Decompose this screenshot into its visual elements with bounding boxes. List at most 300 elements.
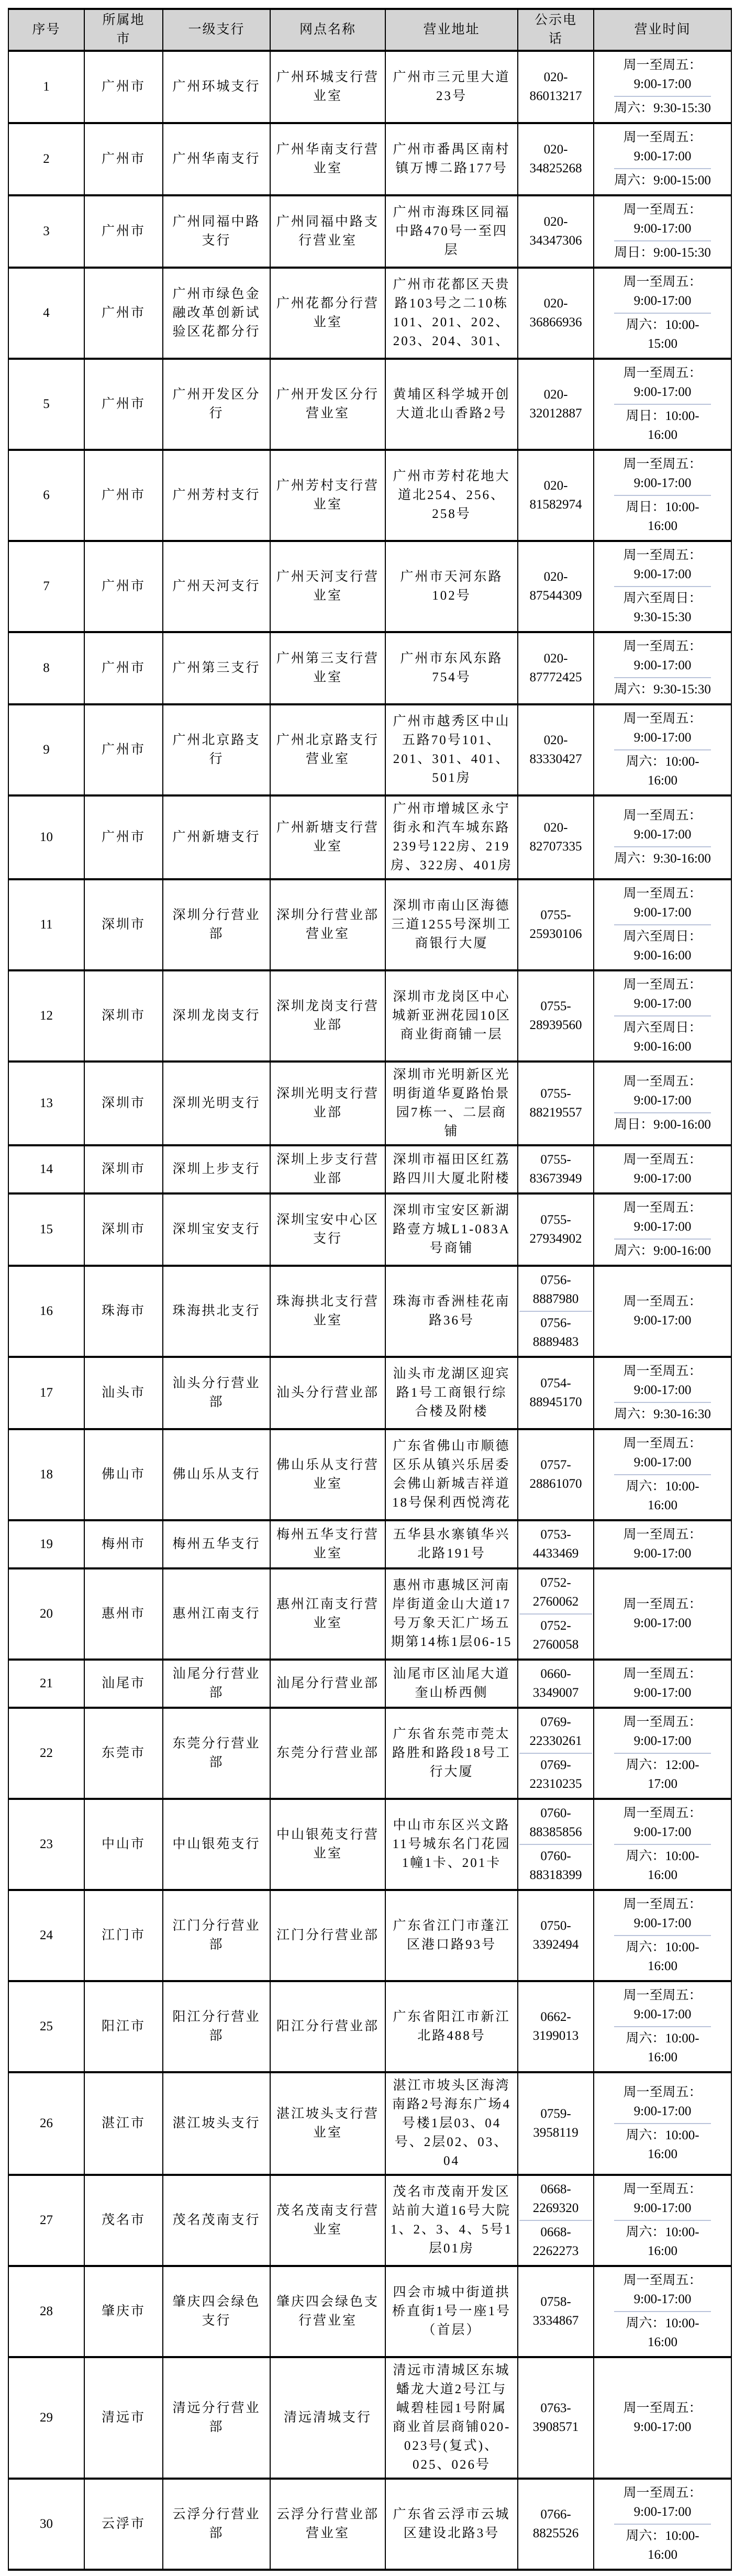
phone-list: [519, 1209, 592, 1251]
cell-city: 阳江市: [84, 1981, 163, 2072]
phone-number: 0760-88385856: [529, 1806, 582, 1839]
phone-list: [519, 904, 592, 946]
phone-list: [519, 474, 592, 516]
cell-phone: [518, 2266, 594, 2357]
cell-city: 广州市: [84, 704, 163, 795]
table-row: [8, 2357, 731, 2479]
table-row: [8, 1357, 731, 1429]
phone-list: [519, 647, 592, 689]
cell-business-hours: [594, 1357, 731, 1429]
cell-branch: 深圳宝安支行: [163, 1193, 270, 1266]
cell-outlet-name: 广州北京路支行营业室: [270, 704, 385, 795]
cell-phone: [518, 970, 594, 1062]
cell-city: 云浮市: [84, 2479, 163, 2570]
cell-outlet-name: 广州第三支行营业室: [270, 632, 385, 704]
cell-phone: [518, 1660, 594, 1708]
header-row: [8, 9, 731, 51]
phone-list: [519, 1148, 592, 1190]
phone-number: 020-83330427: [529, 733, 582, 766]
cell-row-number: 14: [8, 1145, 84, 1193]
cell-outlet-name: 清远清城支行: [270, 2357, 385, 2479]
phone-number: 0754-88945170: [529, 1376, 582, 1409]
cell-city: 广州市: [84, 450, 163, 541]
cell-phone: [518, 2479, 594, 2570]
cell-address: [385, 1981, 518, 2072]
address-text: 广东省江门市蓬江区港口路93号: [393, 1919, 510, 1952]
hours-entry: 周六至周日：9:00-16:00: [614, 1015, 711, 1058]
cell-city: 深圳市: [84, 879, 163, 970]
hours-entry: 周一至周五：9:00-17:00: [623, 548, 702, 581]
table-row: [8, 970, 731, 1062]
hours-entry: 周六：10:00-16:00: [614, 1844, 711, 1887]
address-text: 惠州市惠城区河南岸街道金山大道17号万象天汇广场五期第14栋1层06-15: [391, 1578, 513, 1649]
table-row: [8, 268, 731, 359]
address-text: 黄埔区科学城开创大道北山香路2号: [393, 388, 510, 421]
phone-number: 0752-2760058: [519, 1613, 592, 1656]
cell-city: 深圳市: [84, 1062, 163, 1145]
cell-row-number: 3: [8, 195, 84, 268]
cell-row-number: 7: [8, 541, 84, 632]
cell-city: 东莞市: [84, 1708, 163, 1799]
cell-row-number: 18: [8, 1429, 84, 1520]
cell-row-number: 25: [8, 1981, 84, 2072]
cell-city: 佛山市: [84, 1429, 163, 1520]
cell-business-hours: [594, 268, 731, 359]
hours-entry: 周六：10:00-16:00: [614, 1935, 711, 1978]
address-text: 茂名市茂南开发区站前大道16号大院1、2、3、4、5号1层01房: [390, 2185, 513, 2256]
phone-number: 020-34825268: [529, 142, 582, 175]
hours-entry: 周一至周五：9:00-17:00: [623, 1597, 702, 1630]
cell-row-number: 28: [8, 2266, 84, 2357]
cell-phone: [518, 1145, 594, 1193]
phone-list: [519, 383, 592, 425]
phone-number: 0662-3199013: [532, 2010, 579, 2043]
hours-entry: 周六：12:00-17:00: [614, 1753, 711, 1796]
cell-address: [385, 1266, 518, 1357]
hours-list: [614, 974, 711, 1058]
phone-list: [519, 1082, 592, 1124]
header-cell: 一级支行: [163, 9, 270, 51]
branch-table: [8, 8, 732, 2571]
hours-list: [614, 1197, 711, 1263]
phone-number: 0756-8889483: [519, 1311, 592, 1354]
hours-list: [614, 882, 711, 967]
cell-row-number: 10: [8, 795, 84, 879]
phone-number: 0763-3908571: [532, 2401, 579, 2434]
cell-branch: 中山银苑支行: [163, 1799, 270, 1890]
address-text: 广州市三元里大道23号: [393, 70, 510, 103]
phone-list: [519, 2103, 592, 2144]
hours-entry: 周一至周五：9:00-17:00: [623, 457, 702, 490]
phone-list: [519, 1269, 592, 1354]
cell-business-hours: [594, 195, 731, 268]
hours-entry: 周日：10:00-16:00: [614, 495, 711, 538]
cell-row-number: 23: [8, 1799, 84, 1890]
cell-business-hours: [594, 359, 731, 450]
hours-entry: 周一至周五：9:00-17:00: [623, 809, 702, 842]
phone-number: 020-34347306: [529, 215, 582, 248]
phone-number: 020-86013217: [529, 70, 582, 103]
phone-list: [519, 1372, 592, 1414]
table-row: [8, 123, 731, 195]
hours-entry: 周一至周五：9:00-17:00: [623, 1988, 702, 2021]
cell-branch: 佛山乐从支行: [163, 1429, 270, 1520]
hours-entry: 周六：9:30-16:30: [614, 1402, 711, 1426]
cell-business-hours: [594, 1660, 731, 1708]
phone-list: [519, 1523, 592, 1565]
phone-list: [519, 1663, 592, 1705]
header-cell: 网点名称: [270, 9, 385, 51]
cell-address: [385, 879, 518, 970]
hours-entry: 周一至周五：9:00-17:00: [623, 712, 702, 745]
cell-row-number: 29: [8, 2357, 84, 2479]
header-cell: 营业地址: [385, 9, 518, 51]
cell-outlet-name: 汕头分行营业部: [270, 1357, 385, 1429]
cell-business-hours: [594, 2266, 731, 2357]
cell-address: [385, 1568, 518, 1660]
cell-branch: 清远分行营业部: [163, 2357, 270, 2479]
phone-number: 020-87772425: [529, 651, 582, 684]
hours-list: [614, 2482, 711, 2567]
hours-entry: 周一至周五：9:00-17:00: [623, 1295, 702, 1328]
cell-outlet-name: 深圳分行营业部营业室: [270, 879, 385, 970]
cell-row-number: 19: [8, 1520, 84, 1568]
address-text: 广东省东莞市莞太路胜和路段18号工行大厦: [392, 1727, 511, 1779]
hours-entry: 周一至周五：9:00-17:00: [623, 1153, 702, 1186]
address-text: 广东省佛山市顺德区乐从镇兴乐居委会佛山新城吉祥道18号保利西悦湾花: [392, 1439, 511, 1510]
cell-outlet-name: 深圳上步支行营业部: [270, 1145, 385, 1193]
hours-list: [614, 1893, 711, 1978]
table-row: [8, 1062, 731, 1145]
cell-address: [385, 123, 518, 195]
hours-entry: 周一至周五：9:00-17:00: [623, 2182, 702, 2215]
cell-address: [385, 632, 518, 704]
phone-number: 020-82707335: [529, 821, 582, 854]
phone-number: 0755-25930106: [529, 908, 582, 941]
cell-phone: [518, 2357, 594, 2479]
hours-list: [614, 54, 711, 120]
hours-entry: 周一至周五：9:00-17:00: [623, 2273, 702, 2306]
cell-business-hours: [594, 1193, 731, 1266]
hours-entry: 周六：10:00-16:00: [614, 2026, 711, 2069]
cell-phone: [518, 541, 594, 632]
cell-address: [385, 1660, 518, 1708]
phone-list: [519, 2397, 592, 2439]
hours-entry: 周六至周日：9:00-16:00: [614, 924, 711, 967]
phone-number: 0769-22310235: [519, 1753, 592, 1796]
cell-city: 广州市: [84, 268, 163, 359]
cell-branch: 广州市绿色金融改革创新试验区花都分行: [163, 268, 270, 359]
phone-list: [519, 2503, 592, 2545]
phone-number: 0668-2269320: [532, 2182, 579, 2215]
cell-phone: [518, 1981, 594, 2072]
table-row: [8, 1708, 731, 1799]
cell-branch: 云浮分行营业部: [163, 2479, 270, 2570]
hours-list: [614, 453, 711, 538]
hours-list: [614, 2178, 711, 2263]
cell-phone: [518, 1520, 594, 1568]
cell-business-hours: [594, 2479, 731, 2570]
hours-entry: 周六：10:00-15:00: [614, 313, 711, 356]
cell-outlet-name: 广州同福中路支行营业室: [270, 195, 385, 268]
hours-entry: 周六：10:00-16:00: [614, 2311, 711, 2354]
address-text: 广州市天河东路102号: [400, 570, 503, 603]
cell-phone: [518, 1799, 594, 1890]
cell-branch: 广州北京路支行: [163, 704, 270, 795]
hours-entry: 周一至周五：9:00-17:00: [623, 1897, 702, 1930]
table-row: [8, 2266, 731, 2357]
address-text: 深圳市福田区红荔路四川大厦北附楼: [393, 1153, 510, 1186]
cell-phone: [518, 1193, 594, 1266]
hours-entry: 周一至周五：9:00-17:00: [623, 2486, 702, 2519]
hours-list: [614, 1802, 711, 1887]
cell-phone: [518, 795, 594, 879]
hours-list: [614, 1984, 711, 2069]
cell-business-hours: [594, 1981, 731, 2072]
address-text: 汕头市龙湖区迎宾路1号工商银行综合楼及附楼: [393, 1367, 510, 1419]
cell-business-hours: [594, 123, 731, 195]
hours-entry: 周六：9:00-15:00: [614, 168, 711, 192]
cell-phone: [518, 2072, 594, 2175]
cell-outlet-name: 深圳宝安中心区支行: [270, 1193, 385, 1266]
phone-list: [519, 995, 592, 1037]
phone-list: [519, 1572, 592, 1656]
cell-address: [385, 1357, 518, 1429]
cell-row-number: 16: [8, 1266, 84, 1357]
cell-phone: [518, 1062, 594, 1145]
hours-list: [614, 362, 711, 447]
table-row: [8, 795, 731, 879]
address-text: 深圳市光明新区光明街道华夏路怡景园7栋一、二层商铺: [393, 1068, 510, 1138]
cell-outlet-name: 广州花都分行营业室: [270, 268, 385, 359]
hours-entry: 周六至周日：9:30-15:30: [614, 586, 711, 629]
cell-branch: 广州天河支行: [163, 541, 270, 632]
cell-branch: 肇庆四会绿色支行: [163, 2266, 270, 2357]
phone-list: [519, 66, 592, 108]
cell-outlet-name: 广州华南支行营业室: [270, 123, 385, 195]
cell-row-number: 1: [8, 51, 84, 123]
cell-address: [385, 1193, 518, 1266]
table-row: [8, 879, 731, 970]
phone-number: 0752-2760062: [532, 1576, 579, 1609]
table-row: [8, 2479, 731, 2570]
cell-branch: 广州同福中路支行: [163, 195, 270, 268]
header-cell: 公示电话: [518, 9, 594, 51]
cell-branch: 汕尾分行营业部: [163, 1660, 270, 1708]
cell-row-number: 26: [8, 2072, 84, 2175]
table-row: [8, 359, 731, 450]
cell-outlet-name: 广州开发区分行营业室: [270, 359, 385, 450]
cell-outlet-name: 梅州五华支行营业室: [270, 1520, 385, 1568]
header-cell: 所属地市: [84, 9, 163, 51]
cell-business-hours: [594, 2072, 731, 2175]
cell-row-number: 24: [8, 1890, 84, 1981]
phone-number: 0757-28861070: [529, 1458, 582, 1491]
cell-outlet-name: 广州环城支行营业室: [270, 51, 385, 123]
cell-branch: 茂名茂南支行: [163, 2175, 270, 2266]
cell-business-hours: [594, 2357, 731, 2479]
table-row: [8, 1193, 731, 1266]
address-text: 四会市城中街道拱桥直街1号一座1号（首层）: [392, 2285, 511, 2337]
hours-entry: 周一至周五：9:00-17:00: [623, 58, 702, 91]
phone-list: [519, 211, 592, 252]
cell-row-number: 20: [8, 1568, 84, 1660]
hours-entry: 周六：10:00-16:00: [614, 2524, 711, 2567]
cell-address: [385, 2175, 518, 2266]
cell-city: 广州市: [84, 795, 163, 879]
cell-address: [385, 51, 518, 123]
cell-outlet-name: 广州天河支行营业室: [270, 541, 385, 632]
phone-number: 0660-3349007: [532, 1667, 579, 1700]
cell-branch: 湛江坡头支行: [163, 2072, 270, 2175]
hours-list: [614, 2397, 711, 2439]
phone-number: 020-32012887: [529, 388, 582, 421]
cell-row-number: 8: [8, 632, 84, 704]
cell-outlet-name: 江门分行营业部: [270, 1890, 385, 1981]
table-row: [8, 1660, 731, 1708]
phone-list: [519, 292, 592, 334]
hours-entry: 周六：10:00-16:00: [614, 749, 711, 792]
cell-address: [385, 2266, 518, 2357]
cell-city: 深圳市: [84, 970, 163, 1062]
cell-row-number: 15: [8, 1193, 84, 1266]
cell-city: 广州市: [84, 195, 163, 268]
cell-branch: 江门分行营业部: [163, 1890, 270, 1981]
cell-branch: 惠州江南支行: [163, 1568, 270, 1660]
cell-city: 茂名市: [84, 2175, 163, 2266]
hours-list: [614, 1432, 711, 1517]
cell-address: [385, 1429, 518, 1520]
table-row: [8, 2175, 731, 2266]
address-text: 深圳市宝安区新湖路壹方城L1-083A号商铺: [393, 1203, 510, 1255]
cell-address: [385, 2357, 518, 2479]
cell-branch: 广州新塘支行: [163, 795, 270, 879]
cell-outlet-name: 深圳光明支行营业部: [270, 1062, 385, 1145]
hours-entry: 周一至周五：9:00-17:00: [623, 887, 702, 920]
cell-row-number: 27: [8, 2175, 84, 2266]
hours-entry: 周一至周五：9:00-17:00: [623, 1667, 702, 1700]
address-text: 湛江市坡头区海湾南路2号海东广场4号楼1层03、04号、2层02、03、04: [392, 2079, 511, 2168]
cell-outlet-name: 湛江坡头支行营业室: [270, 2072, 385, 2175]
hours-entry: 周六：9:30-16:00: [614, 846, 711, 870]
cell-city: 梅州市: [84, 1520, 163, 1568]
cell-outlet-name: 广州新塘支行营业室: [270, 795, 385, 879]
phone-list: [519, 1454, 592, 1496]
cell-phone: [518, 1890, 594, 1981]
hours-list: [614, 707, 711, 792]
hours-entry: 周一至周五：9:00-17:00: [623, 1201, 702, 1234]
cell-city: 汕尾市: [84, 1660, 163, 1708]
hours-list: [614, 271, 711, 356]
hours-list: [614, 544, 711, 629]
cell-row-number: 13: [8, 1062, 84, 1145]
cell-business-hours: [594, 51, 731, 123]
hours-list: [614, 1593, 711, 1635]
hours-entry: 周日：10:00-16:00: [614, 404, 711, 447]
cell-row-number: 30: [8, 2479, 84, 2570]
cell-address: [385, 1062, 518, 1145]
cell-city: 深圳市: [84, 1145, 163, 1193]
phone-number: 0753-4433469: [532, 1528, 579, 1561]
hours-list: [614, 198, 711, 264]
cell-address: [385, 795, 518, 879]
cell-branch: 梅州五华支行: [163, 1520, 270, 1568]
hours-list: [614, 1523, 711, 1565]
cell-business-hours: [594, 1266, 731, 1357]
cell-phone: [518, 1357, 594, 1429]
cell-address: [385, 450, 518, 541]
cell-row-number: 21: [8, 1660, 84, 1708]
cell-address: [385, 1145, 518, 1193]
cell-branch: 汕头分行营业部: [163, 1357, 270, 1429]
cell-address: [385, 541, 518, 632]
cell-business-hours: [594, 632, 731, 704]
hours-entry: 周一至周五：9:00-17:00: [623, 639, 702, 672]
cell-phone: [518, 704, 594, 795]
cell-branch: 广州芳村支行: [163, 450, 270, 541]
address-text: 深圳市南山区海德三道1255号深圳工商银行大厦: [391, 899, 512, 950]
cell-outlet-name: 东莞分行营业部: [270, 1708, 385, 1799]
cell-phone: [518, 195, 594, 268]
phone-number: 0769-22330261: [529, 1715, 582, 1748]
cell-branch: 珠海拱北支行: [163, 1266, 270, 1357]
cell-address: [385, 1708, 518, 1799]
cell-outlet-name: 惠州江南支行营业室: [270, 1568, 385, 1660]
phone-number: 0755-27934902: [529, 1213, 582, 1246]
cell-business-hours: [594, 1708, 731, 1799]
cell-phone: [518, 2175, 594, 2266]
address-text: 清远市清城区东城蟠龙大道2号江与峸碧桂园1号附属商业首层商铺020-023号(复式)、025、026号: [392, 2363, 511, 2472]
cell-row-number: 17: [8, 1357, 84, 1429]
phone-list: [519, 138, 592, 180]
cell-city: 广州市: [84, 632, 163, 704]
hours-entry: 周一至周五：9:00-17:00: [623, 203, 702, 236]
cell-branch: 深圳龙岗支行: [163, 970, 270, 1062]
phone-number: 0755-88219557: [529, 1087, 582, 1120]
hours-entry: 周日：9:00-15:30: [614, 240, 711, 264]
table-header: [8, 9, 731, 51]
phone-number: 0756-8887980: [532, 1273, 579, 1306]
table-row: [8, 51, 731, 123]
cell-phone: [518, 268, 594, 359]
header-cell: 序号: [8, 9, 84, 51]
hours-entry: 周一至周五：9:00-17:00: [623, 2085, 702, 2118]
cell-city: 肇庆市: [84, 2266, 163, 2357]
cell-business-hours: [594, 2175, 731, 2266]
cell-phone: [518, 1266, 594, 1357]
hours-entry: 周一至周五：9:00-17:00: [623, 1715, 702, 1748]
cell-outlet-name: 珠海拱北支行营业室: [270, 1266, 385, 1357]
hours-entry: 周一至周五：9:00-17:00: [623, 1075, 702, 1108]
cell-row-number: 2: [8, 123, 84, 195]
address-text: 珠海市香洲桂花南路36号: [393, 1295, 510, 1328]
cell-business-hours: [594, 879, 731, 970]
cell-city: 深圳市: [84, 1193, 163, 1266]
table-row: [8, 632, 731, 704]
cell-outlet-name: 广州芳村支行营业室: [270, 450, 385, 541]
cell-city: 汕头市: [84, 1357, 163, 1429]
table-body: [8, 51, 731, 2570]
table-row: [8, 1890, 731, 1981]
cell-branch: 广州环城支行: [163, 51, 270, 123]
address-text: 广州市东风东路754号: [400, 651, 503, 684]
cell-business-hours: [594, 795, 731, 879]
hours-list: [614, 1070, 711, 1136]
hours-entry: 周一至周五：9:00-17:00: [623, 1806, 702, 1839]
cell-branch: 深圳分行营业部: [163, 879, 270, 970]
table-row: [8, 2072, 731, 2175]
table-row: [8, 541, 731, 632]
